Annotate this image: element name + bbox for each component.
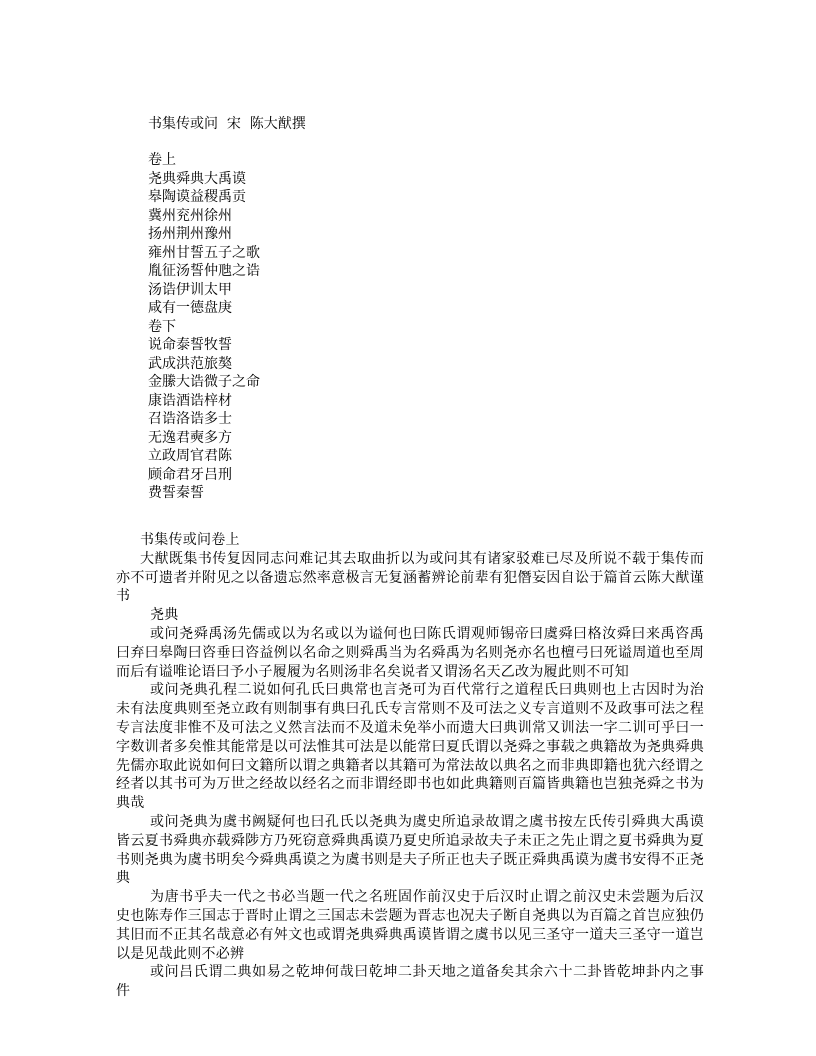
toc-item: 召诰洛诰多士 xyxy=(148,411,232,427)
toc-item: 金縢大诰微子之命 xyxy=(148,374,260,390)
table-of-contents xyxy=(148,151,260,503)
toc-item: 顾命君牙吕刑 xyxy=(148,466,232,483)
section-heading: 尧典 xyxy=(150,607,179,624)
toc-item: 立政周官君陈 xyxy=(148,448,232,464)
toc-item: 汤诰伊训太甲 xyxy=(148,281,232,298)
toc-item: 尧典舜典大禹谟 xyxy=(148,170,246,187)
toc-item: 胤征汤誓仲虺之诰 xyxy=(148,263,260,279)
toc-item: 皋陶谟益稷禹贡 xyxy=(148,189,246,205)
toc-item: 卷上 xyxy=(148,152,176,168)
toc-item: 说命泰誓牧誓 xyxy=(148,337,232,353)
intro-paragraph: 大猷既集书传复因同志问难记其去取曲折以为或问其有诸家驳难已尽及所说不载于集传而亦不可遗者并附见之以备遗忘然率意极言无复涵蓄辨论前辈有犯僭妄因自讼于篇首云陈大猷谨书 xyxy=(116,550,704,605)
toc-item: 冀州兖州徐州 xyxy=(148,207,232,224)
toc-item: 雍州甘誓五子之歌 xyxy=(148,244,260,261)
toc-item: 咸有一德盘庚 xyxy=(148,300,232,316)
paragraph: 或问尧舜禹汤先儒或以为名或以为谥何也曰陈氏谓观师锡帝曰虞舜曰格汝舜曰来禹咨禹曰弃曰皋陶曰咨垂曰咨益例以名命之则舜禹当为名舜禹为名则尧亦名也檀弓曰死谥周道也至周而后有谥唯论语曰予小子履履为名则汤非名矣说者又谓汤名天乙改为履此则不可知 xyxy=(116,625,704,680)
volume-heading: 书集传或问卷上 xyxy=(140,532,240,548)
toc-item: 无逸君奭多方 xyxy=(148,429,232,446)
toc-item: 扬州荆州豫州 xyxy=(148,226,232,242)
toc-item: 康诰酒诰梓材 xyxy=(148,392,232,409)
paragraph: 为唐书乎夫一代之书必当题一代之名班固作前汉史于后汉时止谓之前汉史未尝题为后汉史也陈寿作三国志于晋时止谓之三国志未尝题为晋志也况夫子断自尧典以为百篇之首岂应独仍其旧而不正其名哉意必有舛文也或谓尧典舜典禹谟皆谓之虞书以见三圣守一道夫三圣守一道岂以是见哉此则不必辨 xyxy=(116,889,704,962)
paragraph: 或问吕氏谓二典如易之乾坤何哉曰乾坤二卦天地之道备矣其余六十二卦皆乾坤卦内之事件 xyxy=(116,964,704,1000)
paragraph: 或问尧典孔程二说如何孔氏曰典常也言尧可为百代常行之道程氏曰典则也上古因时为治未有法度典则至尧立政有则制事有典曰孔氏专言常则不及可法之义专言道则不及政事可法之程专言法度非惟不及可法之义然言法而不及道未免举小而遗大曰典训常又训法一字二训可乎曰一字数训者多矣惟其能常是以可法惟其可法是以能常曰夏氏谓以尧舜之事载之典籍故为尧典舜典先儒亦取此说如何曰文籍所以谓之典籍者以其籍可为常法故以典名之而非典即籍也犹六经谓之经者以其书可为万世之经故以经名之而非谓经即书也如此典籍则百篇皆典籍也岂独尧舜之书为典哉 xyxy=(116,682,704,812)
toc-item: 费誓秦誓 xyxy=(148,485,204,501)
body-text xyxy=(116,531,704,1001)
toc-item: 卷下 xyxy=(148,318,176,335)
paragraph: 或问尧典为虞书阙疑何也曰孔氏以尧典为虞史所追录故谓之虞书按左氏传引舜典大禹谟皆云夏书舜典亦载舜陟方乃死窃意舜典禹谟乃夏史所追录故夫子未正之先止谓之夏书舜典为夏书则尧典为虞书明矣今舜典禹谟之为虞书则是夫子所正也夫子既正舜典禹谟为虞书安得不正尧典 xyxy=(116,813,704,887)
document-title: 书集传或问 宋 陈大猷撰 xyxy=(148,116,306,132)
toc-item: 武成洪范旅獒 xyxy=(148,355,232,372)
